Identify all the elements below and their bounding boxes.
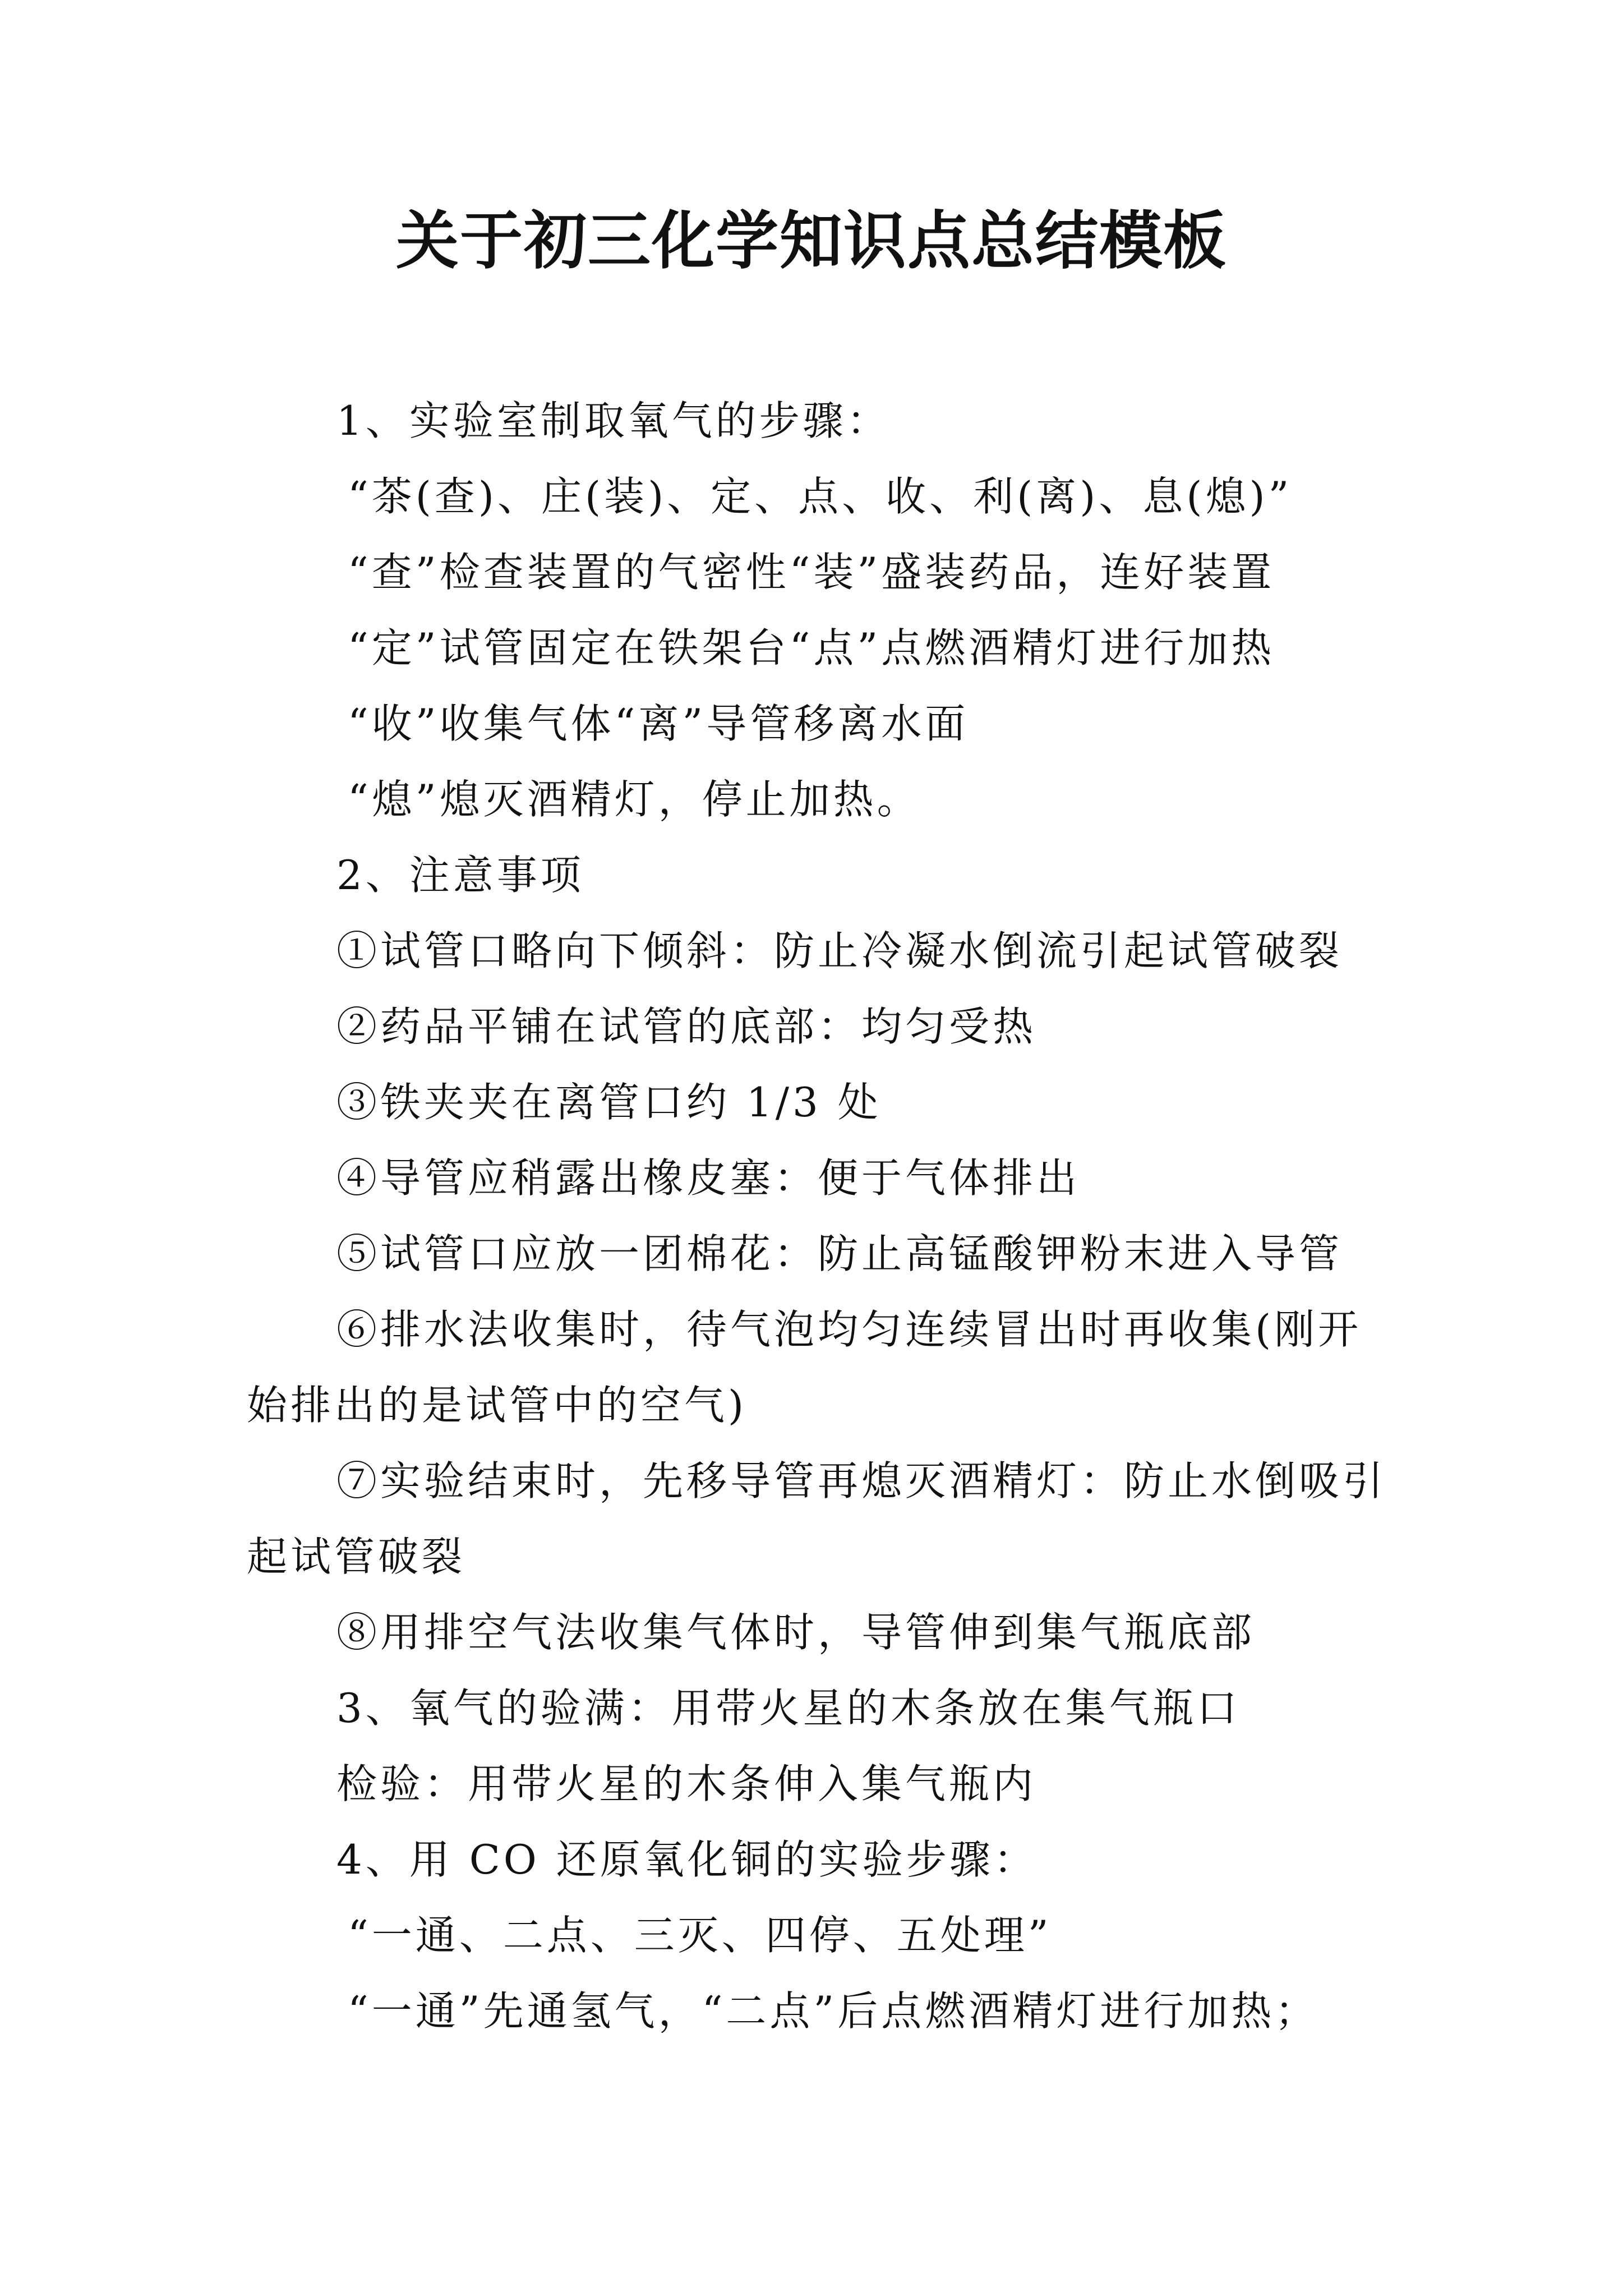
precaution-item: ①试管口略向下倾斜：防止冷凝水倒流引起试管破裂 [336, 927, 1343, 974]
precaution-item-continued: 起试管破裂 [247, 1533, 466, 1580]
precaution-item: ②药品平铺在试管的底部：均匀受热 [336, 1003, 1037, 1050]
step-explanation-line: “一通”先通氢气，“二点”后点燃酒精灯进行加热； [348, 1987, 1319, 2035]
precaution-item-continued: 始排出的是试管中的空气) [247, 1382, 748, 1429]
step-explanation-line: “定”试管固定在铁架台“点”点燃酒精灯进行加热 [348, 624, 1275, 671]
mnemonic-line: “一通、二点、三灭、四停、五处理” [348, 1912, 1052, 1959]
precaution-item: ⑧用排空气法收集气体时，导管伸到集气瓶底部 [336, 1609, 1256, 1656]
step-explanation-line: “查”检查装置的气密性“装”盛装药品，连好装置 [348, 549, 1275, 596]
precaution-item: ④导管应稍露出橡皮塞：便于气体排出 [336, 1154, 1081, 1202]
document-title: 关于初三化学知识点总结模板 [396, 205, 1227, 278]
precaution-item: ⑤试管口应放一团棉花：防止高锰酸钾粉末进入导管 [336, 1230, 1343, 1277]
step-explanation-line: “收”收集气体“离”导管移离水面 [348, 700, 969, 747]
precaution-item: ⑥排水法收集时，待气泡均匀连续冒出时再收集(刚开 [336, 1306, 1362, 1353]
precaution-item: ⑦实验结束时，先移导管再熄灭酒精灯：防止水倒吸引 [336, 1457, 1387, 1504]
step-explanation-line: “熄”熄灭酒精灯，停止加热。 [348, 776, 921, 823]
section-1-heading: 1、实验室制取氧气的步骤： [336, 397, 891, 444]
mnemonic-line: “茶(查)、庄(装)、定、点、收、利(离)、息(熄)” [348, 473, 1293, 520]
precaution-item: ③铁夹夹在离管口约 1/3 处 [336, 1079, 882, 1126]
section-3-heading: 3、氧气的验满：用带火星的木条放在集气瓶口 [336, 1685, 1241, 1732]
section-4-heading: 4、用 CO 还原氧化铜的实验步骤： [336, 1836, 1038, 1883]
section-2-heading: 2、注意事项 [336, 852, 584, 899]
body-line: 检验：用带火星的木条伸入集气瓶内 [336, 1760, 1037, 1807]
